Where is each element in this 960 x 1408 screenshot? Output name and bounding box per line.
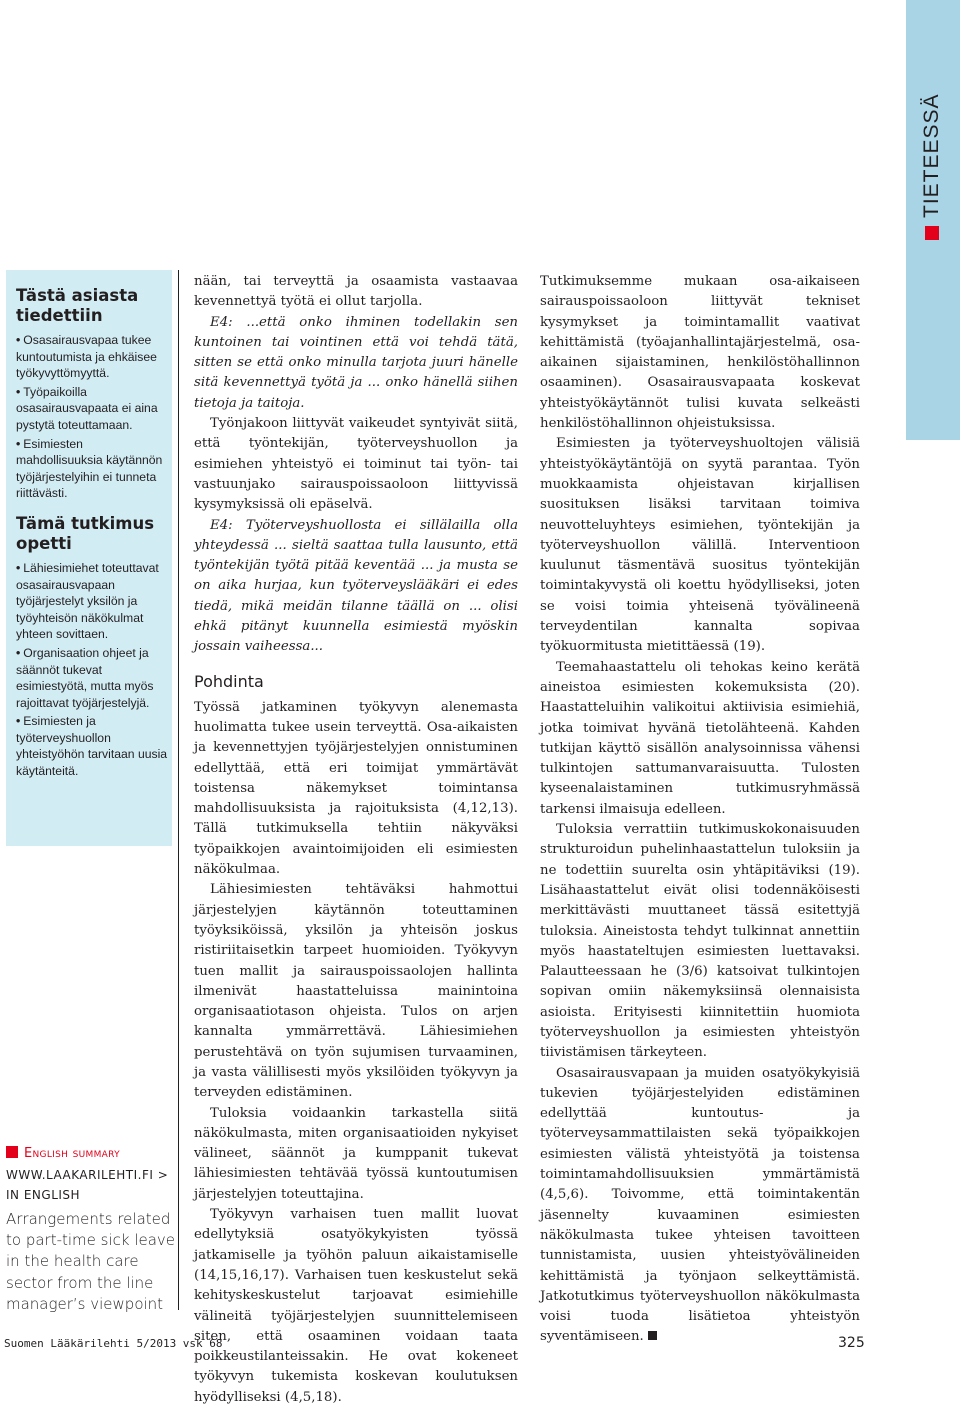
- interview-quote: E4: Työterveyshuollosta ei sillälailla olla yhteydessä ... sieltä saattaa tulla lausunto, että työntekijän työtä pitää keventää ... ja musta se on aika hurjaa, kun työterveyslääkäri ei edes tiedä, mikä meidän tilanne täällä on ... olisi ehkä pitänyt kuunnella esimiestä myöskin jossain vaiheessa...: [194, 517, 518, 655]
- section-heading: Pohdinta: [194, 671, 264, 691]
- summary-link[interactable]: [6, 1165, 178, 1205]
- paragraph: Teemahaastattelu oli tehokas keino kerätä aineistoa esimiesten kokemuksista (20). Haastatteluihin valikoitui aktiivisia esimiehiä, jotka toimivat hyvänä tietolähteenä. Kahden tutkijan käyttö sisällön analysoinnissa vähensi tulkintojen sattumanvaraisuutta. Tulosten kyseenalaistaminen tutkimusryhmässä tarkensi ilmaisuja edelleen.: [540, 659, 860, 817]
- taught-heading: Tämä tutkimus opetti: [16, 513, 155, 553]
- paragraph: Työnjakoon liittyvät vaikeudet syntyivät siitä, että työntekijän, työterveyshuollon ja esimiehen yhteistyö ei toiminut tai työn- tai vastuunjako sairauspoissaoloon liittyvissä kysymyksissä oli epäselvä.: [194, 416, 518, 513]
- known-heading: Tästä asiasta tiedettiin: [16, 286, 139, 325]
- paragraph: Lähiesimiesten tehtäväksi hahmottui järjestelyjen käytännön toteuttaminen työyksiköissä, yksilön ja yhteisön joskus ristiriitaisetkin tarpeet huomioiden. Työkyvyn tuen mallit ja sairauspoissaolojen hallinta ilmenivät haastatteluissa mainintoina organisaatiotason ohjeista. Tulos on arjen kannalta ymmärrettävä. Lähiesimiehen perustehtävä on työn sujumisen turvaaminen, ja vasta välillisesti myös yksilöiden työkyvyn ja terveyden edistäminen.: [194, 882, 518, 1101]
- summary-title: Arrangements related to part-time sick leave in the health care sector from the line manager’s viewpoint: [6, 1210, 176, 1313]
- paragraph: Työkyvyn varhaisen tuen mallit luovat edellytyksiä osatyökykyisten työssä jatkamiselle ja työhön paluun aikaistamiselle (14,15,16,17). Varhaisen tuen keskustelut sekä kehityskeskustelut tarjoavat esimiehille välineitä työjärjestelyjen suunnittelemiseen siten, että osaaminen voidaan taata poikkeustilanteissakin. He ovat kokeneet työkyvyn tukemista koskevan koulutuksen hyödylliseksi (4,5,18).: [194, 1207, 518, 1405]
- list-item: • Esimiesten mahdollisuuksia käytännön työjärjestelyihin ei tunneta riittävästi.: [16, 436, 163, 501]
- list-item: • Lähiesimiehet toteuttavat osasairausvapaan työjärjestelyt yksilön ja työyhteisön näkökulmat yhteen sovittaen.: [16, 560, 159, 642]
- list-item: • Osasairausvapaa tukee kuntoutumista ja ehkäisee työkyvyttömyyttä.: [16, 333, 157, 381]
- summary-label: English summary: [24, 1146, 120, 1161]
- text-column-1: [194, 272, 518, 1408]
- english-summary: [6, 1142, 178, 1315]
- paragraph: Esimiesten ja työterveyshuoltojen välisiä yhteistyökäytäntöjä on syytä parantaa. Työn muokkaamista ohjeistavan kirjallisen suosituksen lisäksi tarvitaan toimiva neuvotteluyhteys esimiehen, työntekijän ja työterveyshuollon välillä. Interventioon kuulunut täsmentävä suositus työntekijän toimintakyvystä oli koettu hyödylliseksi, joten se voisi toimia yhteisenä työvälineenä terveydentilan kannalta sopivaa työkuormitusta mietittäessä (19).: [540, 436, 860, 655]
- list-item: • Työpaikoilla osasairausvapaata ei aina pystytä toteuttamaan.: [16, 384, 158, 432]
- section-tab-label: [906, 0, 960, 440]
- paragraph: Tuloksia verrattiin tutkimuskokonaisuuden strukturoidun puhelinhaastattelun tuloksiin ja ne todettiin suurelta osin yhtäpitäviksi (19). Lisähaastattelut eivät olisi todennäköisesti merkittävästi muuttaneet tässä esitettyjä tuloksia. Aineistosta tehdyt tulkinnat annettiin myös haastateltujen esimiesten luettavaksi. Palautteessaan he (3/6) katsoivat tulkintojen sopivan omiin näkemyksiinsä olennaisista asioista. Erityisesti kiinnitettiin huomiota työterveyshuollon ja esimiesten yhteistyön tiivistämisen tärkeyteen.: [540, 822, 860, 1061]
- summary-url-section[interactable]: IN ENGLISH: [6, 1188, 81, 1202]
- list-item: • Esimiesten ja työterveyshuollon yhteistyöhön tarvitaan uusia käytänteitä.: [16, 714, 168, 779]
- end-mark-icon: [648, 1331, 657, 1340]
- paragraph: Työssä jatkaminen työkyvyn alenemasta huolimatta tukee usein terveyttä. Osa-aikaisten ja kevennettyjen työjärjestelyjen onnistuminen edellyttää, että eri toimijat ymmärtävät toistensa näkemykset toimintansa mahdollisuuksista ja rajoituksista (4,12,13). Tällä tutkimuksella tehtiin näkyväksi työpaikkojen avaintoimijoiden eli esimiesten näkökulmaa.: [194, 699, 518, 878]
- key-points-box: [6, 270, 172, 846]
- paragraph: Tuloksia voidaankin tarkastella siitä näkökulmasta, miten organisaatioiden nykyiset välineet, säännöt ja kumppanit tukevat lähiesimiesten tehtävää työssä kuntoutumisen järjestelyjen toteuttajina.: [194, 1105, 518, 1202]
- column-divider: [178, 270, 179, 1310]
- page-number: 325: [838, 1335, 865, 1351]
- summary-url[interactable]: WWW.LAAKARILEHTI.FI >: [6, 1168, 169, 1182]
- taught-list: [16, 560, 172, 780]
- list-item: • Organisaation ohjeet ja säännöt tukevat esimiestyötä, mutta myös rajoittavat työjärjestelyjä.: [16, 645, 154, 710]
- known-list: [16, 332, 172, 502]
- red-square-icon: [6, 1146, 18, 1158]
- red-square-icon: [925, 226, 939, 240]
- paragraph-text: Osasairausvapaan ja muiden osatyökykyisiä tukevien työjärjestelyiden edistäminen edellyttää kuntoutus- ja työterveysammattilaisten sekä työpaikkojen esimiesten välistä yhteistyötä ja toistensa toimintamahdollisuuksien ymmärtämistä (4,5,6). Toivomme, että toimintakentän jäsennelty kuvaaminen esimiesten näkökulmasta tukee yhteisen tavoitteen tunnistamista, uusien yhteistyövälineiden kehittämistä ja työnjaon selkeyttämistä. Jatkotutkimus työterveyshuollon näkökulmasta voisi tuoda lisätietoa yhteistyön syventämiseen.: [540, 1065, 860, 1345]
- paragraph: Tutkimuksemme mukaan osa-aikaiseen sairauspoissaoloon liittyvät tekniset kysymykset ja toimintamallit vaativat kehittämistä (työajanhallintajärjestelmä, osa-aikainen sijaistaminen, henkilöstöhallinnon osaaminen). Osasairausvapaata koskevat yhteistyökäytännöt tulisi kuvata selkeästi henkilöstöhallinnon ohjeistuksissa.: [540, 274, 860, 432]
- paragraph: [540, 1064, 860, 1348]
- paragraph: nään, tai terveyttä ja osaamista vastaavaa kevennettyä työtä ei ollut tarjolla.: [194, 274, 518, 310]
- interview-quote: E4: ...että onko ihminen todellakin sen kuntoinen tai vointinen että voi tehdä tätä, sitten se että onko minulla tarjota juuri hänelle sitä kevennettyä työtä ja ... onko hänellä siihen tietoja ja taitoja.: [194, 314, 518, 411]
- section-title: TIETEESSÄ: [920, 93, 943, 218]
- text-column-2: [540, 272, 860, 1348]
- journal-footer: Suomen Lääkärilehti 5/2013 vsk 68: [4, 1337, 223, 1350]
